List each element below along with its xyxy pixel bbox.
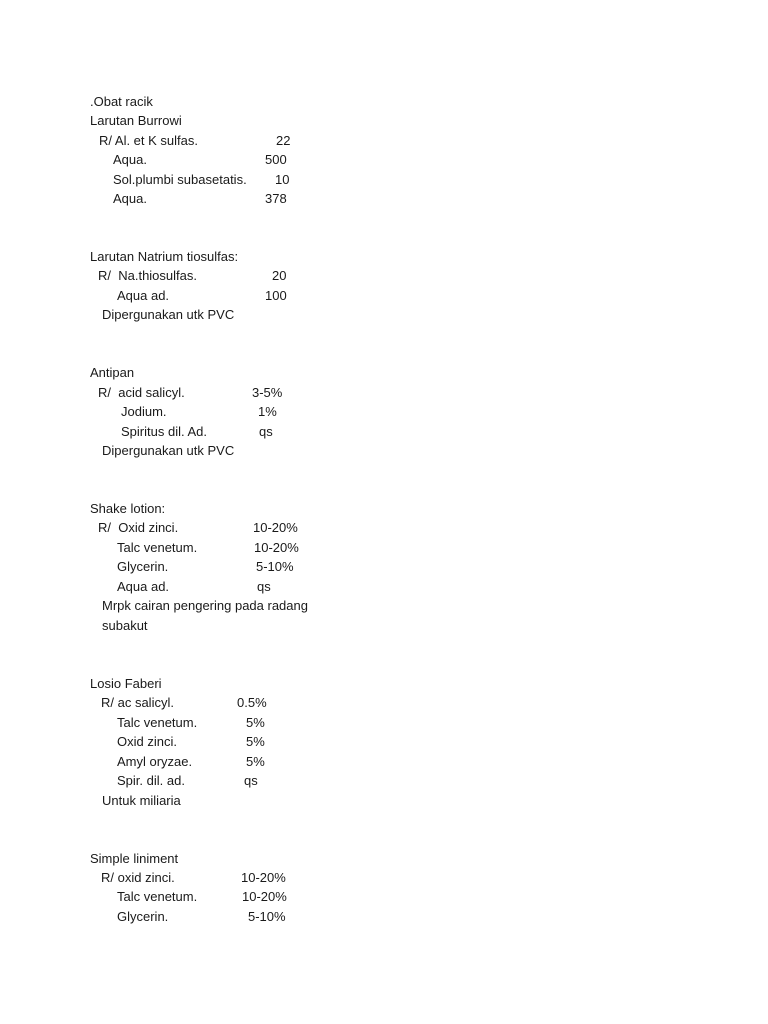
recipe-item-value: 100 bbox=[265, 288, 287, 303]
recipe-item-name: Amyl oryzae. bbox=[117, 754, 193, 769]
recipe-item-value: 5-10% bbox=[256, 559, 294, 574]
recipe-item-name: Glycerin. bbox=[117, 909, 169, 924]
recipe-item-name: R/ oxid zinci. bbox=[101, 870, 175, 885]
document-header: .Obat racik bbox=[90, 94, 153, 109]
recipe-item-value: 10-20% bbox=[241, 870, 286, 885]
recipe-item-value: 1% bbox=[258, 404, 277, 419]
recipe-item-name: Spir. dil. ad. bbox=[117, 773, 185, 788]
recipe-item-name: Jodium. bbox=[121, 404, 167, 419]
recipe-item-name: Spiritus dil. Ad. bbox=[121, 424, 207, 439]
recipe-item-name: Aqua ad. bbox=[117, 288, 170, 303]
recipe-item-value: 0.5% bbox=[237, 695, 267, 710]
recipe-item-value: 10-20% bbox=[253, 520, 298, 535]
recipe-item-value: 5-10% bbox=[248, 909, 286, 924]
usage-note-continued: subakut bbox=[102, 618, 148, 633]
recipe-item-name: Sol.plumbi subasetatis. bbox=[113, 172, 247, 187]
usage-note: Untuk miliaria bbox=[102, 793, 181, 808]
recipe-item-name: Aqua. bbox=[113, 191, 147, 206]
recipe-item-name: Talc venetum. bbox=[117, 715, 198, 730]
recipe-item-name: R/ acid salicyl. bbox=[98, 385, 185, 400]
section-title-antipan: Antipan bbox=[90, 365, 135, 380]
recipe-item-value: qs bbox=[257, 579, 271, 594]
usage-note: Mrpk cairan pengering pada radang bbox=[102, 598, 308, 613]
recipe-item-value: 20 bbox=[272, 268, 287, 283]
section-title-simple-liniment: Simple liniment bbox=[90, 851, 179, 866]
recipe-item-value: 10 bbox=[275, 172, 290, 187]
recipe-item-name: Talc venetum. bbox=[117, 889, 198, 904]
recipe-item-value: 5% bbox=[246, 734, 265, 749]
recipe-item-name: Glycerin. bbox=[117, 559, 169, 574]
recipe-item-name: R/ Oxid zinci. bbox=[98, 520, 179, 535]
recipe-item-value: 3-5% bbox=[252, 385, 283, 400]
recipe-item-name: Aqua ad. bbox=[117, 579, 170, 594]
recipe-item-name: Aqua. bbox=[113, 152, 147, 167]
recipe-item-value: 22 bbox=[276, 133, 291, 148]
recipe-item-name: R/ ac salicyl. bbox=[101, 695, 174, 710]
recipe-item-value: 5% bbox=[246, 715, 265, 730]
recipe-item-value: qs bbox=[259, 424, 273, 439]
recipe-item-name: Talc venetum. bbox=[117, 540, 198, 555]
recipe-item-value: 5% bbox=[246, 754, 265, 769]
recipe-item-value: 10-20% bbox=[254, 540, 299, 555]
recipe-item-value: 378 bbox=[265, 191, 287, 206]
section-title-shake-lotion: Shake lotion: bbox=[90, 501, 166, 516]
section-title-losio-faberi: Losio Faberi bbox=[90, 676, 162, 691]
usage-note: Dipergunakan utk PVC bbox=[102, 307, 235, 322]
recipe-item-name: R/ Al. et K sulfas. bbox=[99, 133, 198, 148]
recipe-item-name: R/ Na.thiosulfas. bbox=[98, 268, 197, 283]
usage-note: Dipergunakan utk PVC bbox=[102, 443, 235, 458]
recipe-item-name: Oxid zinci. bbox=[117, 734, 177, 749]
recipe-item-value: 500 bbox=[265, 152, 287, 167]
recipe-item-value: 10-20% bbox=[242, 889, 287, 904]
recipe-item-value: qs bbox=[244, 773, 258, 788]
section-title-burrowi: Larutan Burrowi bbox=[90, 113, 182, 128]
section-title-natrium: Larutan Natrium tiosulfas: bbox=[90, 249, 239, 264]
